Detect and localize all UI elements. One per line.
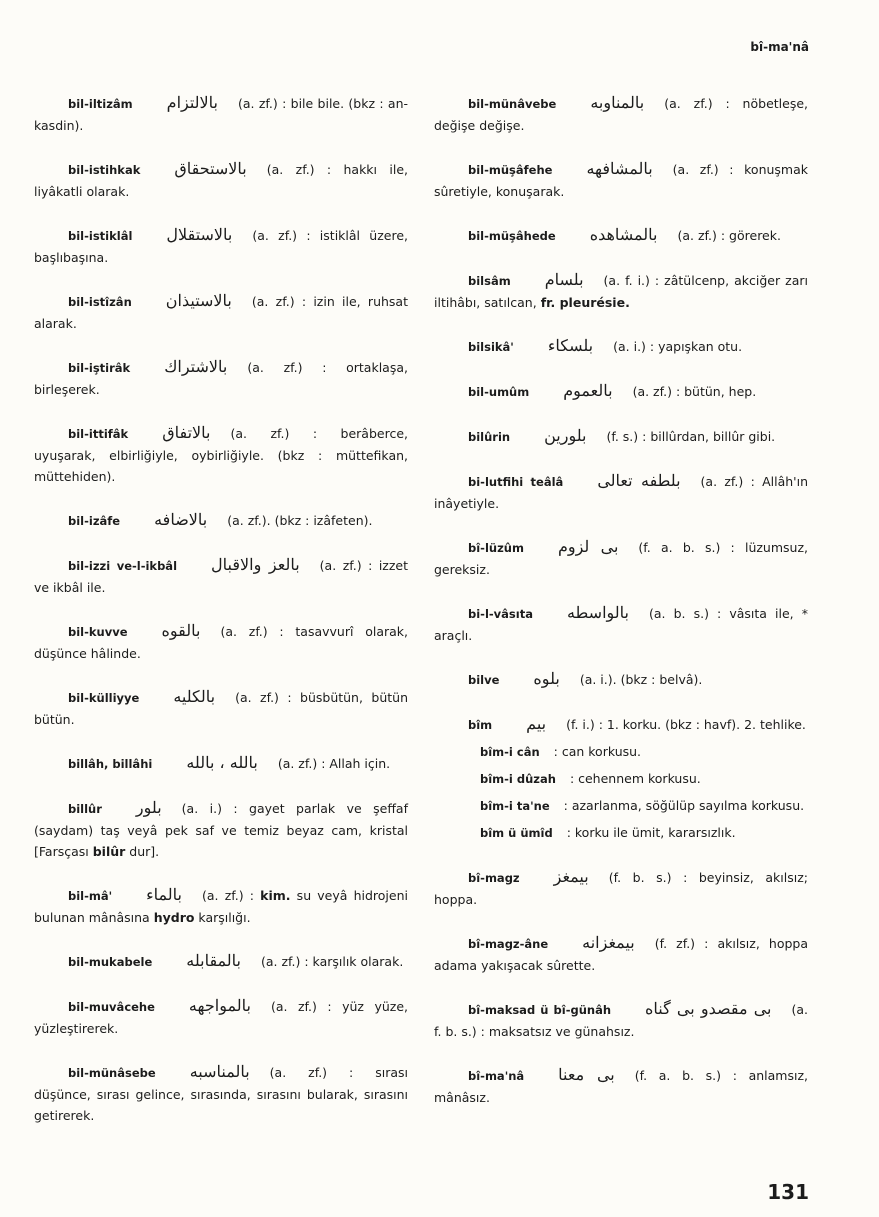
arabic-script: بلطفه تعالى [597,471,681,490]
arabic-script: بالقوه [161,621,201,640]
definition: (a. zf.). (bkz : izâfeten). [227,513,373,528]
dictionary-entry [434,158,808,202]
arabic-script: بالعز والاقبال [211,555,300,574]
dictionary-entry [34,1061,408,1126]
arabic-script: بالاستيذان [165,291,232,310]
arabic-script: بالمناسبه [189,1062,250,1081]
dictionary-entry [434,224,808,247]
arabic-script: بالماء [146,885,183,904]
definition: : cehennem korkusu. [569,771,701,786]
dictionary-entry [434,932,808,976]
subentry-headword: bîm-i ta'ne [480,799,550,813]
definition-emphasis: fr. pleurésie. [540,295,630,310]
dictionary-entry [434,425,808,448]
definition: : korku ile ümit, kararsızlık. [566,825,736,840]
dictionary-entry [434,92,808,136]
dictionary-entry [34,620,408,664]
arabic-script: بالاستقلال [166,225,233,244]
dictionary-entry [434,335,808,358]
arabic-script: بالعموم [563,381,613,400]
dictionary-entry [34,554,408,598]
arabic-script: بى لزوم [557,537,619,556]
arabic-script: بالاستحقاق [174,159,247,178]
definition: (a. zf.) : tasavvurî olarak, düşünce hâlinde. [34,624,408,661]
definition: dur]. [125,844,160,859]
page-number: 131 [767,1180,809,1204]
headword: bîm [468,718,493,732]
headword: billâh, billâhi [68,757,153,771]
headword: bî-magz [468,871,520,885]
definition: (a. zf.) : [202,888,261,903]
arabic-script: بيمغز [553,867,589,886]
headword: bil-ittifâk [68,427,129,441]
arabic-script: بالمشافهه [586,159,653,178]
running-header: bî-ma'nâ [750,40,809,54]
definition: (a. zf.) : yüz yüze, yüzleştirerek. [34,999,408,1036]
definition: (f. a. b. s.) : anlamsız, mânâsız. [434,1068,808,1105]
definition-emphasis: hydro [153,910,195,925]
arabic-script: بلورين [544,426,587,445]
arabic-script: بلسام [544,270,584,289]
headword: bilûrin [468,430,511,444]
dictionary-subentry [446,822,808,844]
arabic-script: بلسكاء [547,336,594,355]
arabic-script: بالالتزام [166,93,218,112]
headword: bil-külliyye [68,691,140,705]
dictionary-entry [34,422,408,487]
headword: bi-l-vâsıta [468,607,533,621]
headword: bilve [468,673,500,687]
definition: (a. zf.) : konuşmak sûretiyle, konuşarak. [434,162,808,199]
definition: (a. zf.) : izzet ve ikbâl ile. [34,558,409,595]
dictionary-entry [34,290,408,334]
headword: bî-ma'nâ [468,1069,525,1083]
dictionary-entry [34,950,408,973]
definition: (a. b. s.) : vâsıta ile, * araçlı. [434,606,808,643]
arabic-script: بالله ، بالله [186,753,258,772]
definition: (a. zf.) : berâberce, uyuşarak, elbirliğiyle, oybirliğiyle. (bkz : müttefikan, müttehiden). [34,426,408,484]
arabic-script: بالواسطه [566,603,629,622]
definition: (a. zf.) : ortaklaşa, birleşerek. [34,360,408,397]
dictionary-entry [34,356,408,400]
definition: : azarlanma, söğülüp sayılma korkusu. [563,798,805,813]
definition: (f. a. b. s.) : lüzumsuz, gereksiz. [434,540,808,577]
definition: : can korkusu. [553,744,642,759]
definition: (a. f. b. s.) : maksatsız ve günahsız. [434,1002,809,1039]
definition: (a. zf.) : hakkı ile, liyâkatli olarak. [34,162,408,199]
headword: bil-mâ' [68,889,113,903]
headword: bil-müşâhede [468,229,556,243]
arabic-script: بالاشتراك [164,357,228,376]
dictionary-entry [434,470,808,514]
dictionary-entry [34,797,408,862]
headword: bil-müşâfehe [468,163,553,177]
definition: (a. i.). (bkz : belvâ). [579,672,703,687]
dictionary-entry [434,269,808,313]
dictionary-entry [434,380,808,403]
arabic-script: بالمقابله [186,951,241,970]
dictionary-subentry [446,795,808,817]
definition: karşılığı. [194,910,251,925]
headword: bil-münâsebe [68,1066,156,1080]
definition-emphasis: kim. [260,888,291,903]
dictionary-entry [34,752,408,775]
headword: bî-magz-âne [468,937,549,951]
dictionary-entry [434,713,808,736]
headword: bil-istîzân [68,295,132,309]
headword: bil-münâvebe [468,97,557,111]
definition: (a. f. i.) : zâtülcenp, akciğer zarı iltihâbı, satılcan, [434,273,808,310]
definition: (f. b. s.) : beyinsiz, akılsız; hoppa. [434,870,808,907]
subentry-headword: bîm ü ümîd [480,826,553,840]
definition: (a. i.) : yapışkan otu. [613,339,743,354]
dictionary-entry [434,866,808,910]
headword: bil-kuvve [68,625,128,639]
definition: su veyâ hidrojeni bulunan mânâsına [34,888,408,925]
headword: bî-maksad ü bî-günâh [468,1003,612,1017]
headword: bil-istihkak [68,163,141,177]
headword: bil-izzi ve-l-ikbâl [68,559,178,573]
headword: bil-umûm [468,385,530,399]
dictionary-subentry [446,741,808,763]
dictionary-entry [434,998,808,1042]
dictionary-entry [434,668,808,691]
headword: bil-muvâcehe [68,1000,155,1014]
arabic-script: بالمناوبه [590,93,645,112]
headword: bilsâm [468,274,511,288]
dictionary-entry [434,536,808,580]
headword: bil-izâfe [68,514,121,528]
dictionary-entry [34,995,408,1039]
headword: bi-lutfihi teâlâ [468,475,564,489]
definition: (a. zf.) : nöbetleşe, değişe değişe. [434,96,808,133]
definition: (a. zf.) : Allah için. [277,756,391,771]
headword: billûr [68,802,102,816]
headword: bilsikâ' [468,340,514,354]
definition: (a. zf.) : izin ile, ruhsat alarak. [34,294,408,331]
definition-emphasis: bilûr [92,844,126,859]
arabic-script: بلوه [533,669,560,688]
definition: (f. s.) : billûrdan, billûr gibi. [606,429,776,444]
arabic-script: بيمغزانه [582,933,635,952]
arabic-script: بالمشاهده [589,225,658,244]
dictionary-entry [34,509,408,532]
dictionary-entry [34,92,408,136]
dictionary-entry [34,158,408,202]
arabic-script: بى مقصدو بى گناه [645,999,772,1018]
headword: bil-mukabele [68,955,153,969]
arabic-script: بيم [526,714,547,733]
headword: bil-iltizâm [68,97,133,111]
headword: bil-iştirâk [68,361,131,375]
subentry-headword: bîm-i dûzah [480,772,556,786]
definition: (a. i.) : gayet parlak ve şeffaf (saydam) taş veyâ pek saf ve temiz beyaz cam, kristal [Farsçası [34,801,408,859]
headword: bil-istiklâl [68,229,133,243]
definition: (a. zf.) : bile bile. (bkz : an-kasdin). [34,96,408,133]
dictionary-entry [434,602,808,646]
right-column [434,92,808,1130]
arabic-script: بالاضافه [154,510,208,529]
definition: (a. zf.) : bütün, hep. [632,384,757,399]
dictionary-entry [34,884,408,928]
left-column [34,92,408,1148]
dictionary-entry [34,224,408,268]
dictionary-subentry [446,768,808,790]
definition: (a. zf.) : sırası düşünce, sırası gelince, sırasında, sırasını bularak, sırasını getirerek. [34,1065,408,1123]
arabic-script: بالمواجهه [188,996,251,1015]
definition: (f. zf.) : akılsız, hoppa adama yakışacak sûrette. [434,936,808,973]
definition: (a. zf.) : büsbütün, bütün bütün. [34,690,408,727]
definition: (a. zf.) : istiklâl üzere, başlıbaşına. [34,228,408,265]
arabic-script: بالاتفاق [162,423,211,442]
arabic-script: بلور [135,798,162,817]
definition: (a. zf.) : Allâh'ın inâyetiyle. [434,474,808,511]
definition: (f. i.) : 1. korku. (bkz : havf). 2. tehlike. [566,717,806,732]
definition: (a. zf.) : görerek. [677,228,781,243]
subentry-headword: bîm-i cân [480,745,540,759]
dictionary-entry [434,1064,808,1108]
headword: bî-lüzûm [468,541,524,555]
definition: (a. zf.) : karşılık olarak. [261,954,404,969]
dictionary-entry [34,686,408,730]
arabic-script: بى معنا [558,1065,615,1084]
arabic-script: بالكليه [173,687,216,706]
